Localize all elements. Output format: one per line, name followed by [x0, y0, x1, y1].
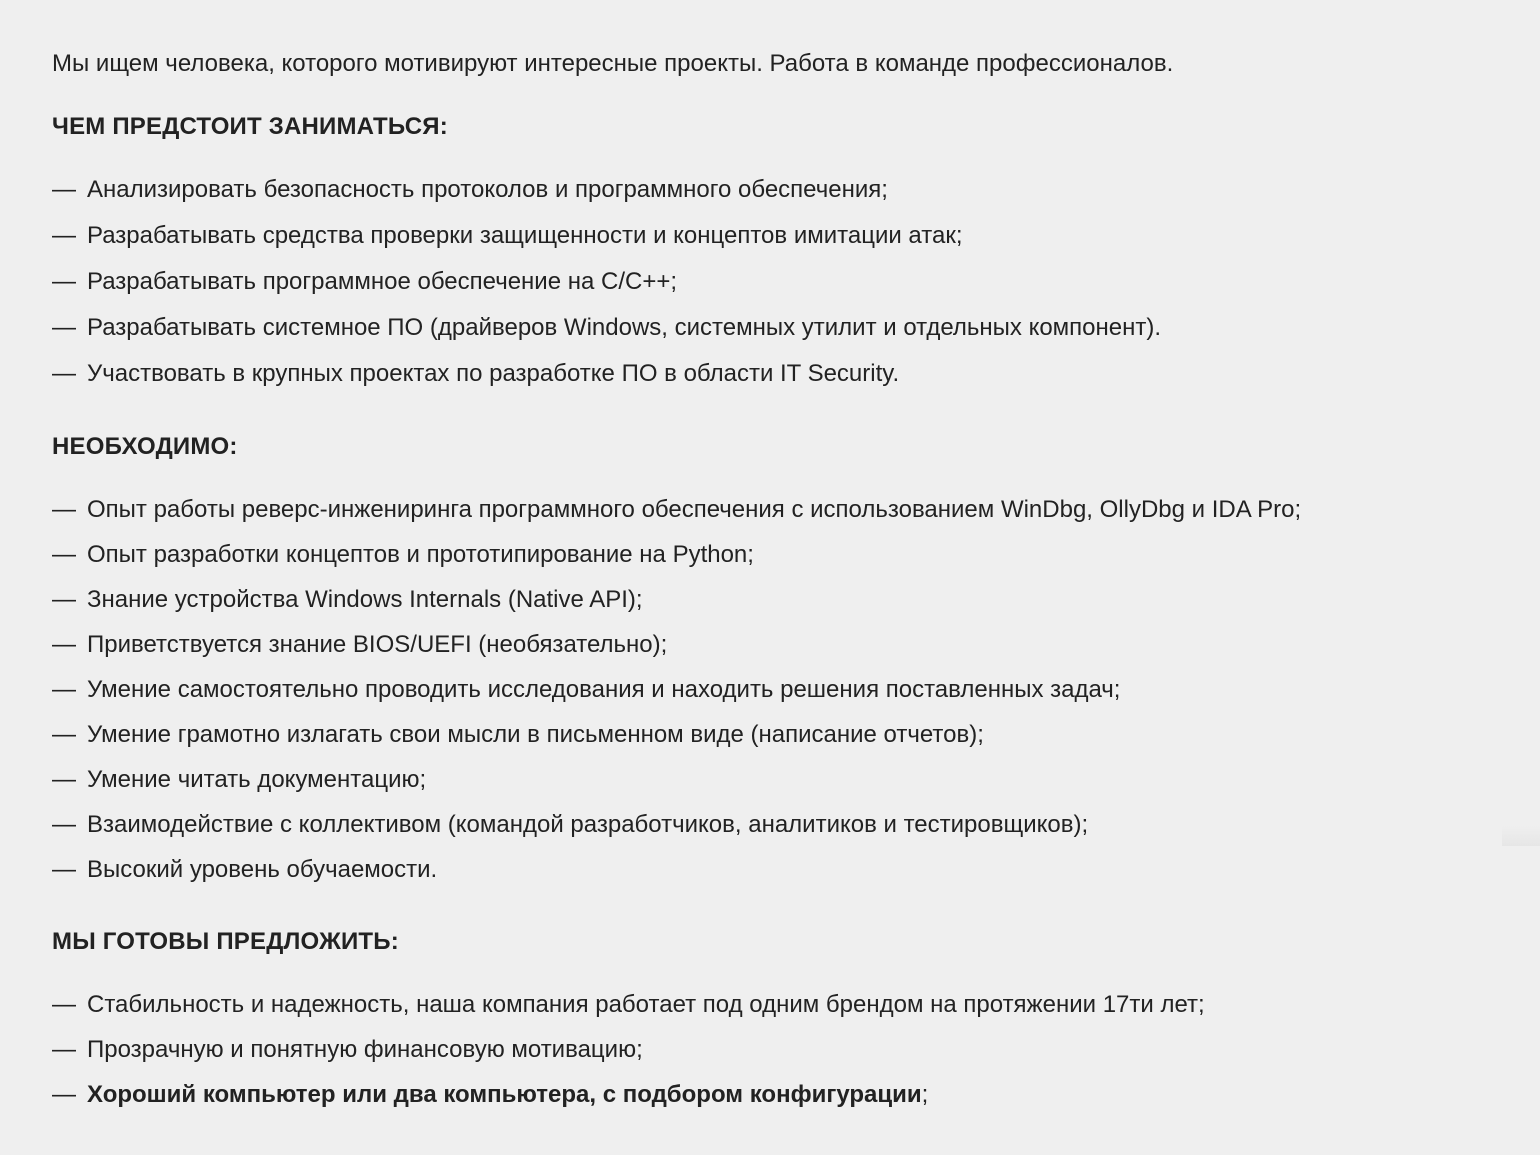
dash-bullet: — [52, 991, 76, 1018]
dash-bullet: — [52, 222, 76, 249]
list-item-text: Опыт работы реверс-инжениринга программного обеспечения с использованием WinDbg, OllyDbg и IDA Pro; [87, 496, 1302, 523]
list-item [52, 807, 1492, 852]
dash-bullet: — [52, 676, 76, 703]
intro-paragraph: Мы ищем человека, которого мотивируют интересные проекты. Работа в команде профессионалов. [52, 50, 1174, 77]
list-item-text-tail: ; [921, 1081, 929, 1108]
list-item [52, 310, 1492, 356]
dash-bullet: — [52, 631, 76, 658]
dash-bullet: — [52, 1036, 76, 1063]
dash-bullet: — [52, 811, 76, 838]
dash-bullet: — [52, 314, 76, 341]
list-item-text: Стабильность и надежность, наша компания работает под одним брендом на протяжении 17ти лет; [87, 991, 1205, 1018]
dash-bullet: — [52, 856, 76, 883]
offer-list [52, 987, 1492, 1122]
list-item-text: Взаимодействие с коллективом (командой разработчиков, аналитиков и тестировщиков); [87, 811, 1089, 838]
list-item [52, 762, 1492, 807]
list-item-text: Разрабатывать средства проверки защищенности и концептов имитации атак; [87, 222, 963, 249]
list-item [52, 672, 1492, 717]
list-item [52, 218, 1492, 264]
dash-bullet: — [52, 586, 76, 613]
dash-bullet: — [52, 268, 76, 295]
list-item-text: Разрабатывать программное обеспечение на C/C++; [87, 268, 678, 295]
list-item [52, 1032, 1492, 1077]
list-item-text: Знание устройства Windows Internals (Native API); [87, 586, 643, 613]
dash-bullet: — [52, 721, 76, 748]
dash-bullet: — [52, 176, 76, 203]
list-item-text: Умение самостоятельно проводить исследования и находить решения поставленных задач; [87, 676, 1121, 703]
list-item-text: Прозрачную и понятную финансовую мотивацию; [87, 1036, 643, 1063]
dash-bullet: — [52, 496, 76, 523]
list-item [52, 537, 1492, 582]
duties-list [52, 172, 1492, 402]
list-item [52, 356, 1492, 402]
dash-bullet: — [52, 541, 76, 568]
list-item [52, 582, 1492, 627]
section-heading-offer: МЫ ГОТОВЫ ПРЕДЛОЖИТЬ: [52, 928, 399, 955]
list-item [52, 172, 1492, 218]
list-item [52, 852, 1492, 897]
list-item-text: Разрабатывать системное ПО (драйверов Windows, системных утилит и отдельных компонент). [87, 314, 1162, 341]
job-description [52, 46, 1492, 1149]
edge-shadow [1502, 826, 1540, 846]
list-item-text: Участвовать в крупных проектах по разработке ПО в области IT Security. [87, 360, 900, 387]
list-item [52, 717, 1492, 762]
list-item-text: Умение читать документацию; [87, 766, 427, 793]
dash-bullet: — [52, 766, 76, 793]
section-heading-duties: ЧЕМ ПРЕДСТОИТ ЗАНИМАТЬСЯ: [52, 113, 448, 140]
list-item [52, 627, 1492, 672]
list-item-text: Умение грамотно излагать свои мысли в письменном виде (написание отчетов); [87, 721, 984, 748]
list-item-text: Опыт разработки концептов и прототипирование на Python; [87, 541, 754, 568]
dash-bullet: — [52, 360, 76, 387]
list-item [52, 264, 1492, 310]
list-item-text-bold: Хороший компьютер или два компьютера, с подбором конфигурации [87, 1081, 922, 1108]
list-item [52, 492, 1492, 537]
requirements-list [52, 492, 1492, 897]
list-item [52, 987, 1492, 1032]
dash-bullet: — [52, 1081, 76, 1108]
list-item [52, 1077, 1492, 1122]
list-item-text: Приветствуется знание BIOS/UEFI (необязательно); [87, 631, 668, 658]
list-item-text: Высокий уровень обучаемости. [87, 856, 438, 883]
list-item-text: Анализировать безопасность протоколов и программного обеспечения; [87, 176, 888, 203]
section-heading-requirements: НЕОБХОДИМО: [52, 433, 238, 460]
